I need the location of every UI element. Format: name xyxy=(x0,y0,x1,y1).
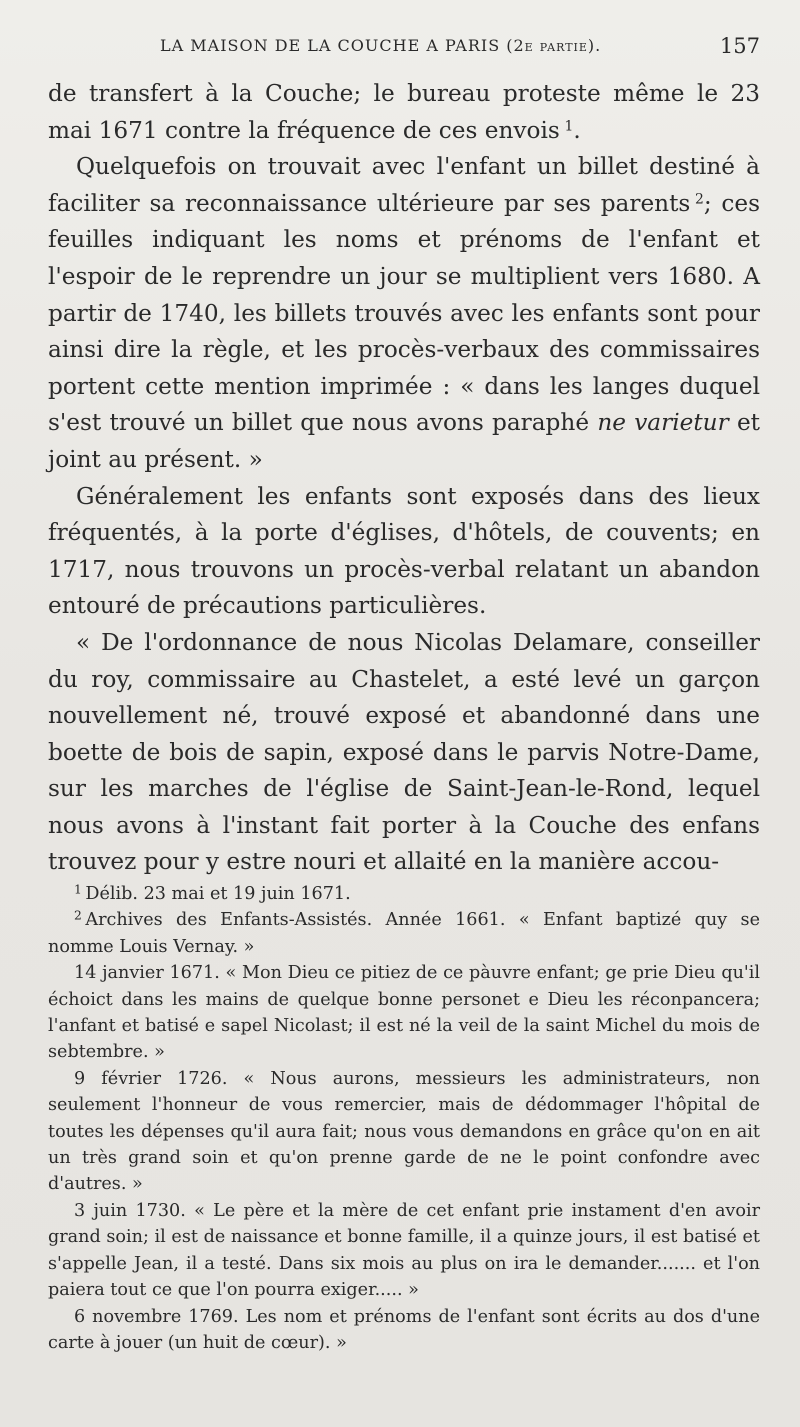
footnotes xyxy=(48,881,760,1356)
footnote-1-mark: 1 xyxy=(74,882,82,897)
footnote-2-mark: 2 xyxy=(74,908,82,923)
paragraph-4: « De l'ordonnance de nous Nicolas Delamare, conseiller du roy, commissaire au Chastelet, a esté levé un garçon nouvellement né, trouvé exposé et abandonné dans une boette de bois de sapin, exposé dans le parvis Notre-Dame, sur les marches de l'église de Saint-Jean-le-Rond, lequel nous avons à l'instant fait porter à la Couche des enfans trouvez pour y estre nouri et allaité en la manière accou- xyxy=(48,628,760,876)
paragraph-3: Généralement les enfants sont exposés dans des lieux fréquentés, à la porte d'églises, d'hôtels, de couvents; en 1717, nous trouvons un procès-verbal relatant un abandon entouré de précautions particulières. xyxy=(48,482,760,620)
footnote-2-letter-1671: 14 janvier 1671. « Mon Dieu ce pitiez de ce pàuvre enfant; ge prie Dieu qu'il échoict dans les mains de quelque bonne personet e Dieu les réconpancera; l'anfant et batisé e sapel Nicolast; il est né la veil de la saint Michel du mois de sebtembre. » xyxy=(48,963,760,1063)
footnote-2-letter-1769: 6 novembre 1769. Les nom et prénoms de l'enfant sont écrits au dos d'une carte à jouer (un huit de cœur). » xyxy=(48,1306,760,1353)
paragraph-2-text-c: et joint au présent. » xyxy=(48,409,760,473)
paragraph-1-text: de transfert à la Couche; le bureau proteste même le 23 mai 1671 contre la fréquence de ces envois xyxy=(48,80,760,144)
footnote-1-text: Délib. 23 mai et 19 juin 1671. xyxy=(85,884,351,904)
page-header xyxy=(48,34,760,64)
footnote-1 xyxy=(48,881,760,907)
main-text xyxy=(48,76,760,881)
paragraph-2 xyxy=(48,149,760,478)
footnote-2-letter-1730: 3 juin 1730. « Le père et la mère de cet enfant prie instament d'en avoir grand soin; il est de naissance et bonne famille, il a quinze jours, il est batisé et s'appelle Jean, il a testé. Dans six mois au plus on ira le demander....... et l'on paiera tout ce que l'on pourra exiger..... » xyxy=(48,1200,760,1301)
paragraph-1: de transfert à la Couche; le bureau proteste même le 23 mai 1671 contre la fréquence de ces envois $^1$. xyxy=(48,80,760,144)
footnote-2-text: Archives des Enfants-Assistés. Année 1661. « Enfant baptizé quy se nomme Louis Vernay. » xyxy=(48,910,760,957)
footnote-ref-1: 1 xyxy=(564,117,574,134)
page-number: 157 xyxy=(719,34,760,58)
paragraph-2-text-a: Quelquefois on trouvait avec l'enfant un billet destiné à faciliter sa reconnaissance ultérieure par ses parents xyxy=(48,153,760,217)
running-head: LA MAISON DE LA COUCHE A PARIS (2e partie). xyxy=(160,36,602,55)
footnote-ref-2: 2 xyxy=(694,191,704,208)
footnote-2 xyxy=(48,907,760,960)
footnote-2-letter-1726: 9 février 1726. « Nous aurons, messieurs les administrateurs, non seulement l'honneur de vous remercier, mais de dédommager l'hôpital de toutes les dépenses qu'il aura fait; nous vous demandons en grâce qu'on en ait un très grand soin et qu'on prenne garde de ne le point confondre avec d'autres. » xyxy=(48,1068,760,1195)
italic-phrase: ne varietur xyxy=(597,409,729,437)
paragraph-2-text-b: ; ces feuilles indiquant les noms et prénoms de l'enfant et l'espoir de le reprendre un jour se multiplient vers 1680. A partir de 1740, les billets trouvés avec les enfants sont pour ainsi dire la règle, et les procès-verbaux des commissaires portent cette mention imprimée : « dans les langes duquel s'est trouvé un billet que nous avons paraphé xyxy=(48,189,760,437)
